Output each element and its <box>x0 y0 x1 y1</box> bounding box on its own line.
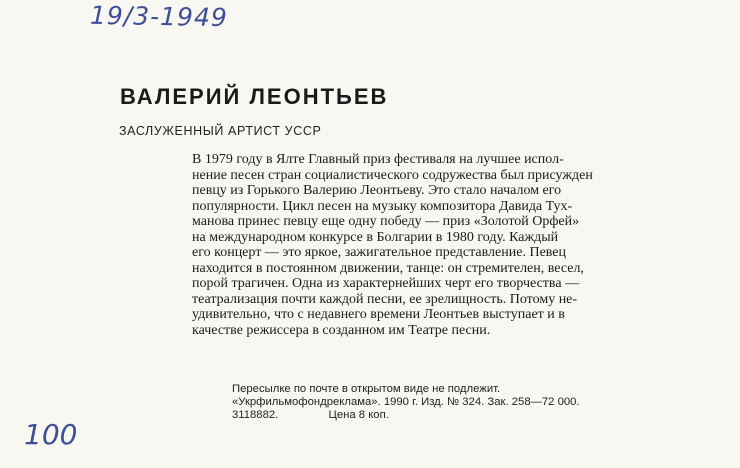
biography-line: находится в постоянном движении, танце: он стремителен, весел, <box>192 260 584 276</box>
publisher-imprint <box>232 383 580 422</box>
biography-line: его концерт — это яркое, зажигательное представление. Певец <box>192 245 567 260</box>
imprint-line: Пересылке по почте в открытом виде не подлежит. <box>232 383 501 395</box>
biography-line: удивительно, что с недавнего времени Леонтьев выступает и в <box>192 307 565 322</box>
artist-honorary-title: ЗАСЛУЖЕННЫЙ АРТИСТ УССР <box>119 124 322 138</box>
handwritten-number: 100 <box>24 418 78 451</box>
biography-text <box>192 152 712 338</box>
biography-line: на международном конкурсе в Болгарии в 1980 году. Каждый <box>192 229 559 245</box>
biography-line: качестве режиссера в созданном им Театре песни. <box>192 322 491 338</box>
artist-name-title: ВАЛЕРИЙ ЛЕОНТЬЕВ <box>120 84 389 109</box>
biography-line: театрализация почти каждой песни, ее зрелищность. Потому не- <box>192 291 578 307</box>
biography-line: певцу из Горького Валерию Леонтьеву. Это стало началом его <box>192 183 562 198</box>
biography-line: популярности. Цикл песен на музыку композитора Давида Тух- <box>192 198 573 214</box>
biography-line: В 1979 году в Ялте Главный приз фестиваля на лучшее испол- <box>192 152 564 167</box>
biography-line: манова принес певцу еще одну победу — приз «Золотой Орфей» <box>192 214 580 229</box>
imprint-line: 3118882. Цена 8 коп. <box>232 409 389 421</box>
biography-line: нение песен стран социалистического содружества был присужден <box>192 167 593 183</box>
biography-line: порой трагичен. Одна из характернейших черт его творчества — <box>192 276 580 291</box>
handwritten-date: 19/3-1949 <box>89 0 229 33</box>
imprint-line: «Укрфильмофондреклама». 1990 г. Изд. № 324. Зак. 258—72 000. <box>232 396 580 408</box>
